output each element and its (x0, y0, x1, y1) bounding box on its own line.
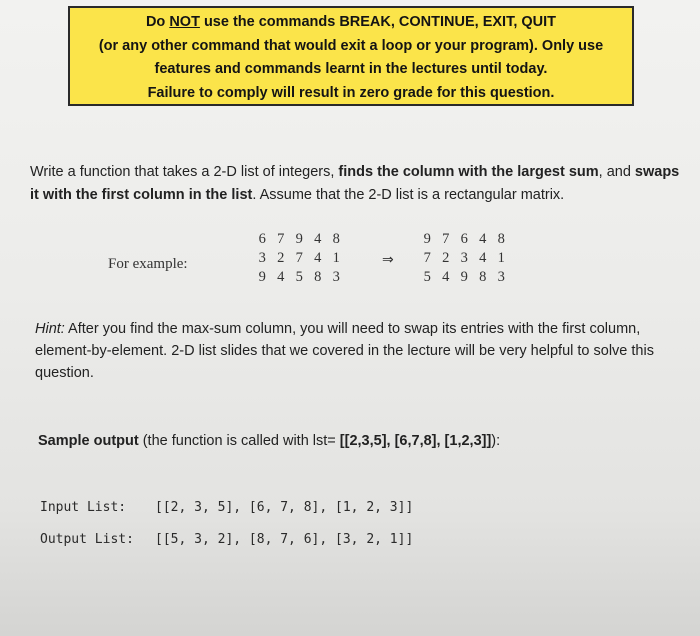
matrix-cell: 3 (460, 250, 468, 266)
sample-output-heading (38, 430, 678, 452)
matrix-cell: 9 (423, 231, 431, 247)
warning-line-1 (70, 11, 632, 35)
warning-line-3: features and commands learnt in the lectures until today. (154, 61, 548, 77)
matrix-row (253, 249, 346, 268)
matrix-row (253, 230, 346, 249)
matrix-cell: 7 (423, 250, 431, 266)
matrix-after (418, 230, 511, 287)
matrix-cell: 4 (479, 231, 487, 247)
matrix-row (418, 249, 511, 268)
output-list-label: Output List: (40, 532, 134, 547)
input-list-value: [[2, 3, 5], [6, 7, 8], [1, 2, 3]] (155, 500, 414, 515)
warning-box (68, 6, 634, 106)
matrix-cell: 1 (497, 250, 505, 266)
matrix-cell: 4 (314, 231, 322, 247)
output-list-value: [[5, 3, 2], [8, 7, 6], [3, 2, 1]] (155, 532, 414, 547)
warning-line-2: (or any other command that would exit a loop or your program). Only use (98, 37, 604, 54)
matrix-cell: 9 (460, 269, 468, 285)
matrix-row (253, 268, 346, 287)
matrix-cell: 5 (423, 269, 431, 285)
question-part-2: , and (598, 164, 635, 180)
question-bold-1: finds the column with the largest sum (338, 164, 599, 180)
question-bold-2: swaps it with the first column in the list (30, 164, 680, 203)
matrix-cell: 4 (314, 250, 322, 266)
matrix-cell: 8 (314, 269, 322, 285)
hint-body: After you find the max-sum column, you will need to swap its entries with the first column, element-by-element. 2-D list slides that we covered in the lecture will be very helpful to solve this question. (35, 321, 654, 381)
matrix-cell: 9 (295, 231, 303, 247)
input-list-label: Input List: (40, 500, 127, 515)
matrix-cell: 7 (277, 231, 285, 247)
console-output-line (40, 529, 413, 561)
sample-argument: [[2,3,5], [6,7,8], [1,2,3]] (339, 433, 492, 449)
sample-end: ): (491, 433, 501, 449)
matrix-cell: 7 (442, 231, 450, 247)
question-part-3: . Assume that the 2-D list is a rectangular matrix. (252, 187, 565, 203)
warning-line-1-rest: use the commands BREAK, CONTINUE, EXIT, QUIT (199, 14, 557, 30)
sample-text: (the function is called with lst= (138, 433, 340, 449)
matrix-cell: 3 (258, 250, 266, 266)
example-label: For example: (108, 256, 188, 272)
matrix-cell: 6 (460, 231, 468, 247)
matrix-cell: 4 (277, 269, 285, 285)
matrix-cell: 4 (479, 250, 487, 266)
matrix-cell: 3 (497, 269, 505, 285)
matrix-cell: 3 (332, 269, 340, 285)
matrix-cell: 2 (277, 250, 285, 266)
matrix-cell: 6 (258, 231, 266, 247)
console-input-line (40, 497, 413, 529)
matrix-cell: 5 (295, 269, 303, 285)
matrix-cell: 4 (442, 269, 450, 285)
matrix-row (418, 268, 511, 287)
matrix-row (418, 230, 511, 249)
question-text (30, 161, 690, 207)
matrix-cell: 2 (442, 250, 450, 266)
hint-text (35, 318, 685, 384)
matrix-cell: 9 (258, 269, 266, 285)
sample-label: Sample output (38, 433, 139, 449)
arrow-icon: ⇒ (382, 252, 394, 268)
matrix-cell: 7 (295, 250, 303, 266)
matrix-cell: 8 (497, 231, 505, 247)
warning-line-4: Failure to comply will result in zero grade for this question. (147, 84, 555, 101)
hint-label: Hint: (35, 321, 65, 337)
matrix-cell: 8 (479, 269, 487, 285)
matrix-cell: 8 (332, 231, 340, 247)
matrix-before (253, 230, 346, 287)
matrix-cell: 1 (332, 250, 340, 266)
warning-prefix: Do (145, 14, 170, 30)
question-part-1: Write a function that takes a 2-D list of integers, (30, 164, 339, 180)
console-output (40, 497, 413, 561)
warning-not-emphasis: NOT (169, 14, 200, 30)
